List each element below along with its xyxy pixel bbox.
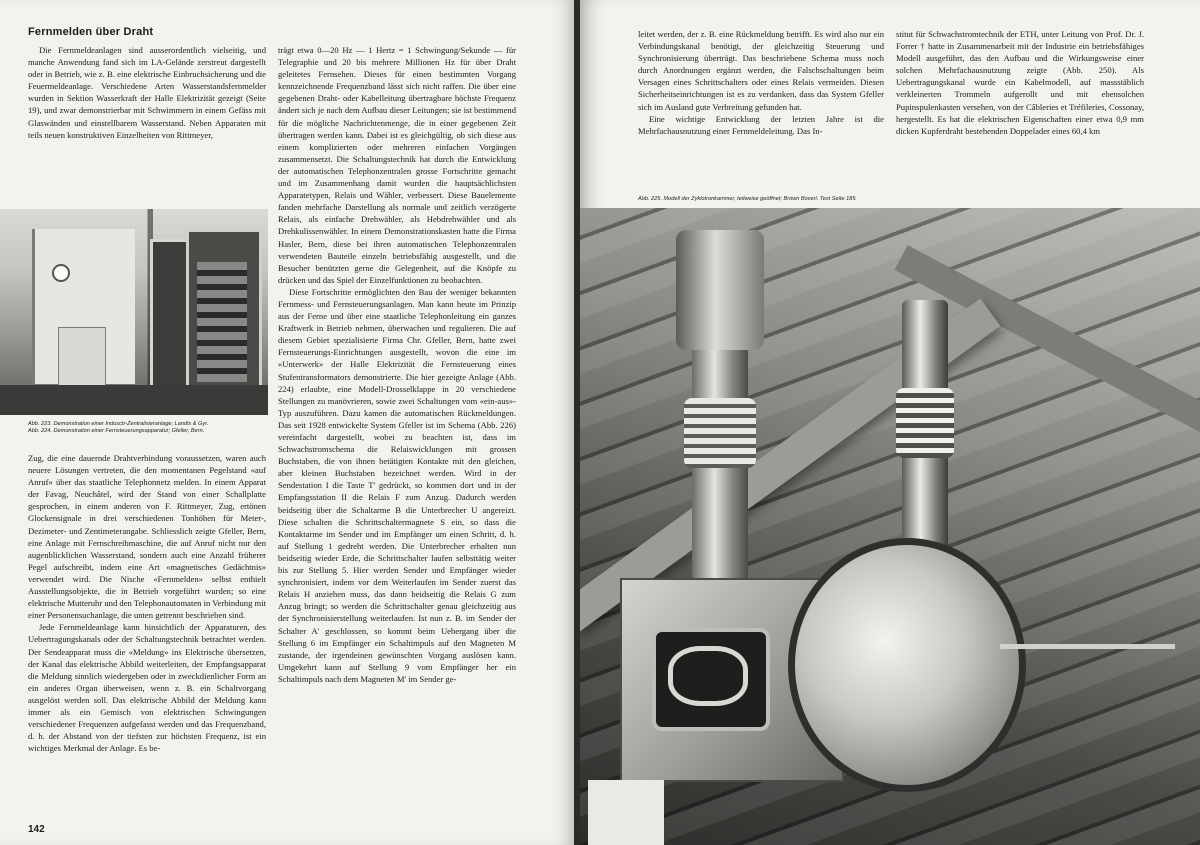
- paragraph: Diese Fortschritte ermöglichten den Bau der weniger bekannten Fernmess- und Fernsteuerungsanlagen. Man kann heute im Prinzip aus der Ferne und über eine staatliche Telephonleitung ein ganzes Kraftwerk in Betrieb nehmen, überwachen und regulieren. Die auf diesem Gebiet spezialisierte Firma Chr. Gfeller, Bern, hatte zwei Fernsteuerungs-Einrichtungen ausgestellt, wovon die eine im «Unterwerk» der Halle Elektrizität die Fernsteuerung eines Stufentransformators demonstrierte. Die hier gezeigte Anlage (Abb. 224) erlaubte, eine Modell-Drosselklappe in 20 verschiedene Stellungen zu manövrieren, sowie zwei Schaltungen vom «ein-aus»-Typ auszuführen. Dazu kamen die automatischen Rückmeldungen. Das seit 1928 entwickelte System Gfeller ist im Schema (Abb. 226) vereinfacht dargestellt, wobei zu beachten ist, dass im Schwachstromschema die Relaiswicklungen mit grossen Buchstaben, die von ihnen betätigten Kontakte mit den gleichen, aber kleinen Buchstaben bezeichnet werden. Wird in der Sendestation I die Taste T' gedrückt, so kommen dort und in der Empfangsstation II die Relais F zum Anzug. Dadurch werden beidseitig über die Schaltarme B die Unterbrecher U angereizt. Diese schalten die Schrittschaltermagnete S ein, so dass die Kontaktarme im Sender und im Empfänger um einen Schritt, d. h. auf Stellung 1 gedreht werden. Die Unterbrecher erhalten nun beidseitig wieder Erde, die Schrittschalter laufen selbsttätig weiter bis zur Stellung 5. Hier werden Sender und Empfänger wieder synchronisiert, indem vor dem Weiterlaufen im Sender zuerst das Relais H anziehen muss, das dann beidseitig die Relais G zum Anzug bringt; so werden die Schrittschalter genau gleichzeitig aus der Synchronisierstellung weiterlaufen. Ist nun z. B. im Sender der Schalter A' geschlossen, so kommt beim Uebergang über die Stellung 6 im Empfänger ein Schaltimpuls auf den Magneten M zustande, der irgendeinen gewünschten Vorgang auslösen kann. Umgekehrt kann auf Stellung 9 vom Empfänger her ein Schaltimpuls nach dem Magneten M' im Sender ge-: [278, 286, 516, 684]
- photo-rod: [1000, 644, 1175, 649]
- paragraph: stitut für Schwachstromtechnik der ETH, unter Leitung von Prof. Dr. J. Forrer † hatte in Zusammenarbeit mit der Industrie ein betriebsfähiges Modell ausgeführt, das den Aufbau und die Wirkungsweise einer solchen Mehrfachausnutzung zeigte (Abb. 250). Als Uebertragungskanal wurde ein Kabelmodell, auf massstäblich verkleinerten Trommeln aufgerollt und mit ebensolchen Pupinspulenkasten versehen, von der Câbleries et Tréfileries, Cossonay, hergestellt. Es hat die elektrischen Eigenschaften einer etwa 0,9 mm dicken Kupferdraht bestehenden Doppelader eines 60,4 km: [896, 29, 1144, 136]
- photo-tube-rings: [684, 398, 756, 468]
- cyclotron-model-photo: [580, 208, 1200, 845]
- left-column-2: [278, 44, 516, 685]
- photo-tube-head: [676, 230, 764, 350]
- left-column-1-top: [28, 44, 266, 141]
- photo-right-tube-rings: [896, 388, 954, 458]
- photo-sign: [588, 780, 664, 845]
- photo-floor: [0, 385, 268, 415]
- paragraph: trägt etwa 0—20 Hz — 1 Hertz = 1 Schwingung/Sekunde — für Telegraphie und 20 bis mehrere Millionen Hz für über Draht geleitetes Fernsehen. Dieses für einen bestimmten Vorgang kennzeichnende Frequenzband lässt sich nicht raffen. Die über eine gegebenen Draht- oder Kabelleitung übertragbare höchste Frequenz ändert sich je nach dem Aufbau dieser Leitungen; sie ist bestimmend für die mögliche Nachrichtenmenge, die in einer gegebenen Zeit übertragen werden kann. Dabei ist es gleichgültig, ob sich diese aus einem komplizierten oder mehreren einfachen Vorgängen zusammensetzt. Die Schaltungstechnik hat durch die Entwicklung der automatischen Telephonzentralen grosse Fortschritte gemacht und im Zusammenhang damit wurden die hauptsächlichsten Apparatetypen, Relais und Wähler, verbessert. Diese Bauelemente fanden mehrfache Darstellung als normale und zeitlich verzögerte Relais, als einfache Drehwähler, als Hebdrehwähler und als Drehkulissenwähler. In einem Demonstrationskasten hatte die Firma Hasler, Bern, diese bei ihren automatischen Telephonzentralen verwendeten Bauteile einzeln betriebsfähig ausgestellt, und die Besucher benützten gerne die Gelegenheit, auf die Knöpfe zu drücken und das Spiel der Einzelfunktionen zu beobachten.: [278, 45, 516, 285]
- caption-line: Abb. 224. Demonstration einer Fernsteuerungsapparatur; Gfeller, Bern.: [28, 428, 205, 435]
- photo-caption: Abb. 225. Modell der Zyklotronkammer, teilweise geöffnet; Brown Boveri. Text Seite 185.: [638, 196, 857, 202]
- photo-caption: [28, 421, 268, 436]
- left-column-1-bottom: [28, 452, 266, 754]
- page-number: 142: [28, 824, 45, 835]
- caption-line: Abb. 223. Demonstration einer Indusctr-Zentralisieranlage; Landis & Gyr.: [28, 421, 209, 427]
- paragraph: Die Fernmeldeanlagen sind ausserordentlich vielseitig, und manche Anwendung fand sich im LA-Gelände zerstreut dargestellt oder in Betrieb, wie z. B. eine elektrische Einbruchsicherung und die Feuermeldeanlage. Verschiedene Arten Wasserstandsfernmelder wurden in Sektion Wasserkraft der Halle Elektrizität gezeigt (Seite 19), und zwar demonstrierbar mit Schwimmern in einem Gefäss mit Glaswänden und einstellbarem Wasserstand. Neben Apparaten mit teils neuen konstruktiven Einzelheiten von Rittmeyer,: [28, 45, 266, 140]
- right-column-2: [896, 28, 1144, 137]
- photo-disc: [788, 538, 1026, 792]
- paragraph: leitet werden, der z. B. eine Rückmeldung betrifft. Es wird also nur ein Verbindungskanal benötigt, der gleichzeitig Steuerung und Synchronisierung überträgt. Das beschriebene Schema muss noch durch Anordnungen ergänzt werden, die Falschschaltungen beim Versagen eines Schrittschalters oder eines Relais vermeiden. Diesen Sicherheitseinrichtungen ist es zu verdanken, dass das System Gfeller sich im Ausland gute Verbreitung gefunden hat.: [638, 29, 884, 112]
- photo-coil: [668, 646, 748, 706]
- photo-clock: [52, 264, 70, 282]
- right-page: [580, 0, 1200, 845]
- right-column-1: [638, 28, 884, 137]
- exhibition-photo: [0, 209, 268, 415]
- paragraph: Jede Fernmeldeanlage kann hinsichtlich der Apparaturen, des Uebertragungskanals oder der Schaltungstechnik betrachtet werden. Der Sendeapparat muss die «Meldung» ins Elektrische übersetzen, der Kanal das elektrische Abbild weiterleiten, der Empfangsapparat die Meldung sinnlich wiedergeben oder in zweckdienlicher Form an ein anderes Organ überweisen, wenn z. B. ein Schaltvorgang ausgelöst werden soll. Das elektrische Abbild der Meldung kann immer als ein Gemisch von elektrischen Schwingungen verschiedener Frequenzen aufgefasst werden und das Frequenzband, d. h. der Abstand von der tiefsten zur höchsten Frequenz, ist ein wichtiges Merkmal der Anlage. Es be-: [28, 622, 266, 754]
- paragraph: Zug, die eine dauernde Drahtverbindung voraussetzen, waren auch neuere Lösungen vertreten, die den momentanen Pegelstand «auf Anruf» über das staatliche Telephonnetz melden. In einem Apparat der Favag, Neuchâtel, wird der Stand von einer Schallplatte gesprochen, in einem anderen von F. Rittmeyer, Zug, ertönen Glockensignale in drei verschiedenen Tonhöhen für Meter-, Dezimeter- und Zentimeterangabe. Schliesslich zeigte Gfeller, Bern, eine Anlage mit Fernschreibmaschine, die auf Anruf nicht nur den augenblicklichen Wasserstand, sondern auch eine Anzahl früherer Pegel aufschreibt, indem eine Art «magnetisches Gedächtnis» verwendet wird. Die Nische «Fernmelden» selbst enthielt Ausstellungsobjekte, die in Betrieb vorgeführt wurden; so eine elektrische Mutteruhr und den Telephonautomaten in Verbindung mit einer Personensuchanlage, die unten getrennt beschrieben sind.: [28, 453, 266, 621]
- paragraph: Eine wichtige Entwicklung der letzten Jahre ist die Mehrfachausnutzung einer Fernmeldeleitung. Das In-: [638, 113, 884, 136]
- section-heading: Fernmelden über Draht: [28, 26, 154, 38]
- left-page: [0, 0, 578, 845]
